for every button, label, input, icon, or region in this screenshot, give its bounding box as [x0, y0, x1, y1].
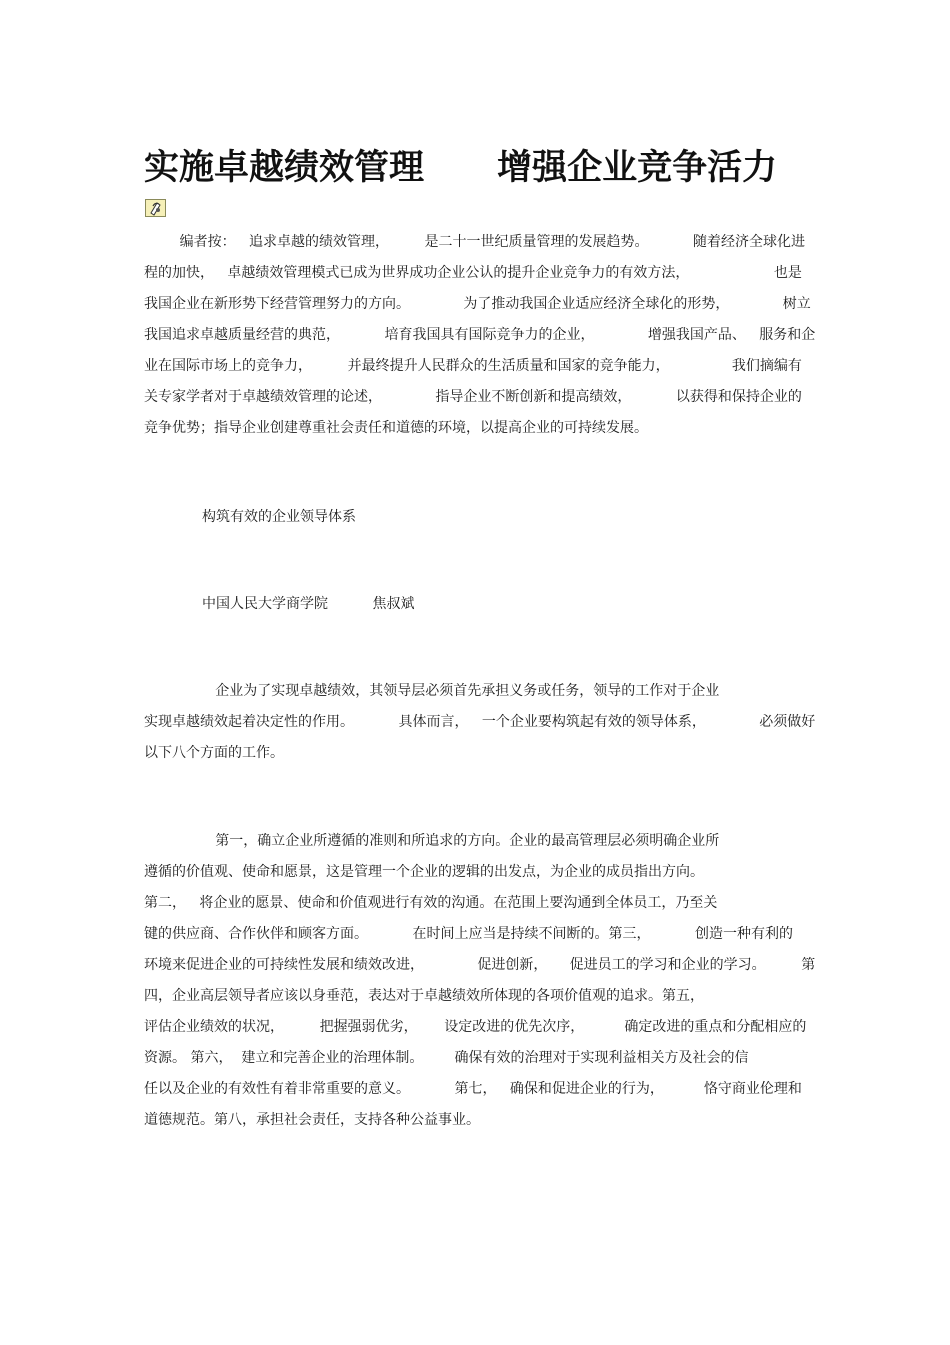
eight-points-paragraph [144, 826, 824, 1136]
editor-note-line: 关专家学者对于卓越绩效管理的论述， 指导企业不断创新和提高绩效， 以获得和保持企业的 [144, 389, 802, 405]
editor-note [144, 227, 824, 444]
author-line: 中国人民大学商学院 焦叔斌 [202, 596, 415, 612]
points-line: 四，企业高层领导者应该以身垂范，表达对于卓越绩效所体现的各项价值观的追求。第五， [144, 988, 704, 1004]
editor-note-line: 程的加快， 卓越绩效管理模式已成为世界成功企业公认的提升企业竞争力的有效方法， 也是 [144, 265, 802, 281]
intro-line: 企业为了实现卓越绩效，其领导层必须首先承担义务或任务，领导的工作对于企业 [144, 683, 720, 699]
points-line: 遵循的价值观、使命和愿景，这是管理一个企业的逻辑的出发点，为企业的成员指出方向。 [144, 864, 704, 880]
points-line: 评估企业绩效的状况， 把握强弱优劣， 设定改进的优先次序， 确定改进的重点和分配相应的 [144, 1019, 807, 1035]
section-title: 构筑有效的企业领导体系 [202, 509, 356, 525]
intro-line: 实现卓越绩效起着决定性的作用。 具体而言， 一个企业要构筑起有效的领导体系， 必须做好 [144, 714, 816, 730]
editor-note-line: 编者按： 追求卓越的绩效管理， 是二十一世纪质量管理的发展趋势。 随着经济全球化进 [144, 234, 806, 250]
editor-note-line: 我国追求卓越质量经营的典范， 培育我国具有国际竞争力的企业， 增强我国产品、 服务和企 [144, 327, 816, 343]
points-line: 资源。 第六， 建立和完善企业的治理体制。 确保有效的治理对于实现利益相关方及社会的信 [144, 1050, 749, 1066]
points-line: 第一，确立企业所遵循的准则和所追求的方向。企业的最高管理层必须明确企业所 [144, 833, 720, 849]
points-line: 任以及企业的有效性有着非常重要的意义。 第七， 确保和促进企业的行为， 恪守商业伦理和 [144, 1081, 802, 1097]
points-line: 道德规范。第八，承担社会责任，支持各种公益事业。 [144, 1112, 480, 1128]
points-line: 键的供应商、合作伙伴和顾客方面。 在时间上应当是持续不间断的。第三， 创造一种有利的 [144, 926, 794, 942]
editor-note-line: 竞争优势；指导企业创建尊重社会责任和道德的环境，以提高企业的可持续发展。 [144, 420, 648, 436]
points-line: 环境来促进企业的可持续性发展和绩效改进， 促进创新， 促进员工的学习和企业的学习。 第 [144, 957, 816, 973]
intro-paragraph [144, 676, 824, 769]
page-title: 实施卓越绩效管理 增强企业竞争活力 [144, 148, 778, 189]
editor-note-line: 我国企业在新形势下经营管理努力的方向。 为了推动我国企业适应经济全球化的形势， 树立 [144, 296, 811, 312]
editor-note-line: 业在国际市场上的竞争力， 并最终提升人民群众的生活质量和国家的竞争能力， 我们摘编有 [144, 358, 802, 374]
embedded-object-icon[interactable] [145, 199, 166, 217]
points-line: 第二， 将企业的愿景、使命和价值观进行有效的沟通。在范围上要沟通到全体员工，乃至关 [144, 895, 718, 911]
intro-line: 以下八个方面的工作。 [144, 745, 284, 761]
